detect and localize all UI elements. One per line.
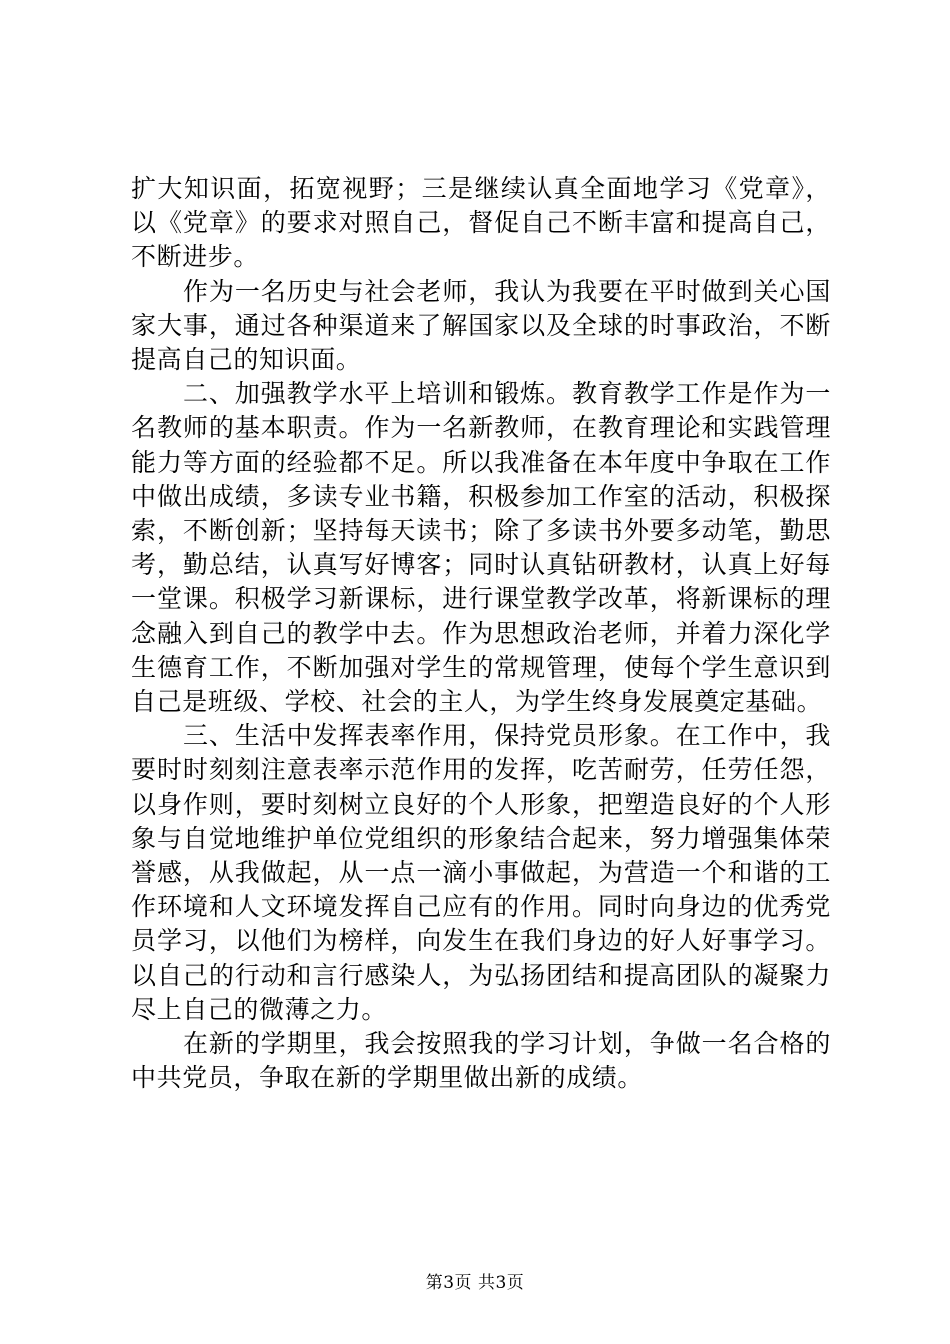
paragraph-conclusion: 在新的学期里，我会按照我的学习计划，争做一名合格的中共党员，争取在新的学期里做出新的成绩。 bbox=[131, 1029, 831, 1093]
paragraph-section-two: 二、加强教学水平上培训和锻炼。教育教学工作是作为一名教师的基本职责。作为一名新教师，在教育理论和实践管理能力等方面的经验都不足。所以我准备在本年度中争取在工作中做出成绩，多读专业书籍，积极参加工作室的活动，积极探索，不断创新；坚持每天读书；除了多读书外要多动笔，勤思考，勤总结，认真写好博客；同时认真钻研教材，认真上好每一堂课。积极学习新课标，进行课堂教学改革，将新课标的理念融入到自己的教学中去。作为思想政治老师，并着力深化学生德育工作，不断加强对学生的常规管理，使每个学生意识到自己是班级、学校、社会的主人，为学生终身发展奠定基础。 bbox=[131, 379, 831, 717]
page-number-footer: 第3页 共3页 bbox=[425, 1273, 525, 1293]
paragraph-section-three: 三、生活中发挥表率作用，保持党员形象。在工作中，我要时时刻刻注意表率示范作用的发挥，吃苦耐劳，任劳任怨，以身作则，要时刻树立良好的个人形象，把塑造良好的个人形象与自觉地维护单位党组织的形象结合起来，努力增强集体荣誉感，从我做起，从一点一滴小事做起，为营造一个和谐的工作环境和人文环境发挥自己应有的作用。同时向身边的优秀党员学习，以他们为榜样，向发生在我们身边的好人好事学习。以自己的行动和言行感染人，为弘扬团结和提高团队的凝聚力尽上自己的微薄之力。 bbox=[131, 721, 831, 1024]
document-body bbox=[131, 172, 831, 1095]
paragraph-teacher-role: 作为一名历史与社会老师，我认为我要在平时做到关心国家大事，通过各种渠道来了解国家以及全球的时事政治，不断提高自己的知识面。 bbox=[131, 276, 831, 375]
paragraph-continuation: 扩大知识面，拓宽视野；三是继续认真全面地学习《党章》，以《党章》的要求对照自己，督促自己不断丰富和提高自己，不断进步。 bbox=[131, 174, 831, 272]
